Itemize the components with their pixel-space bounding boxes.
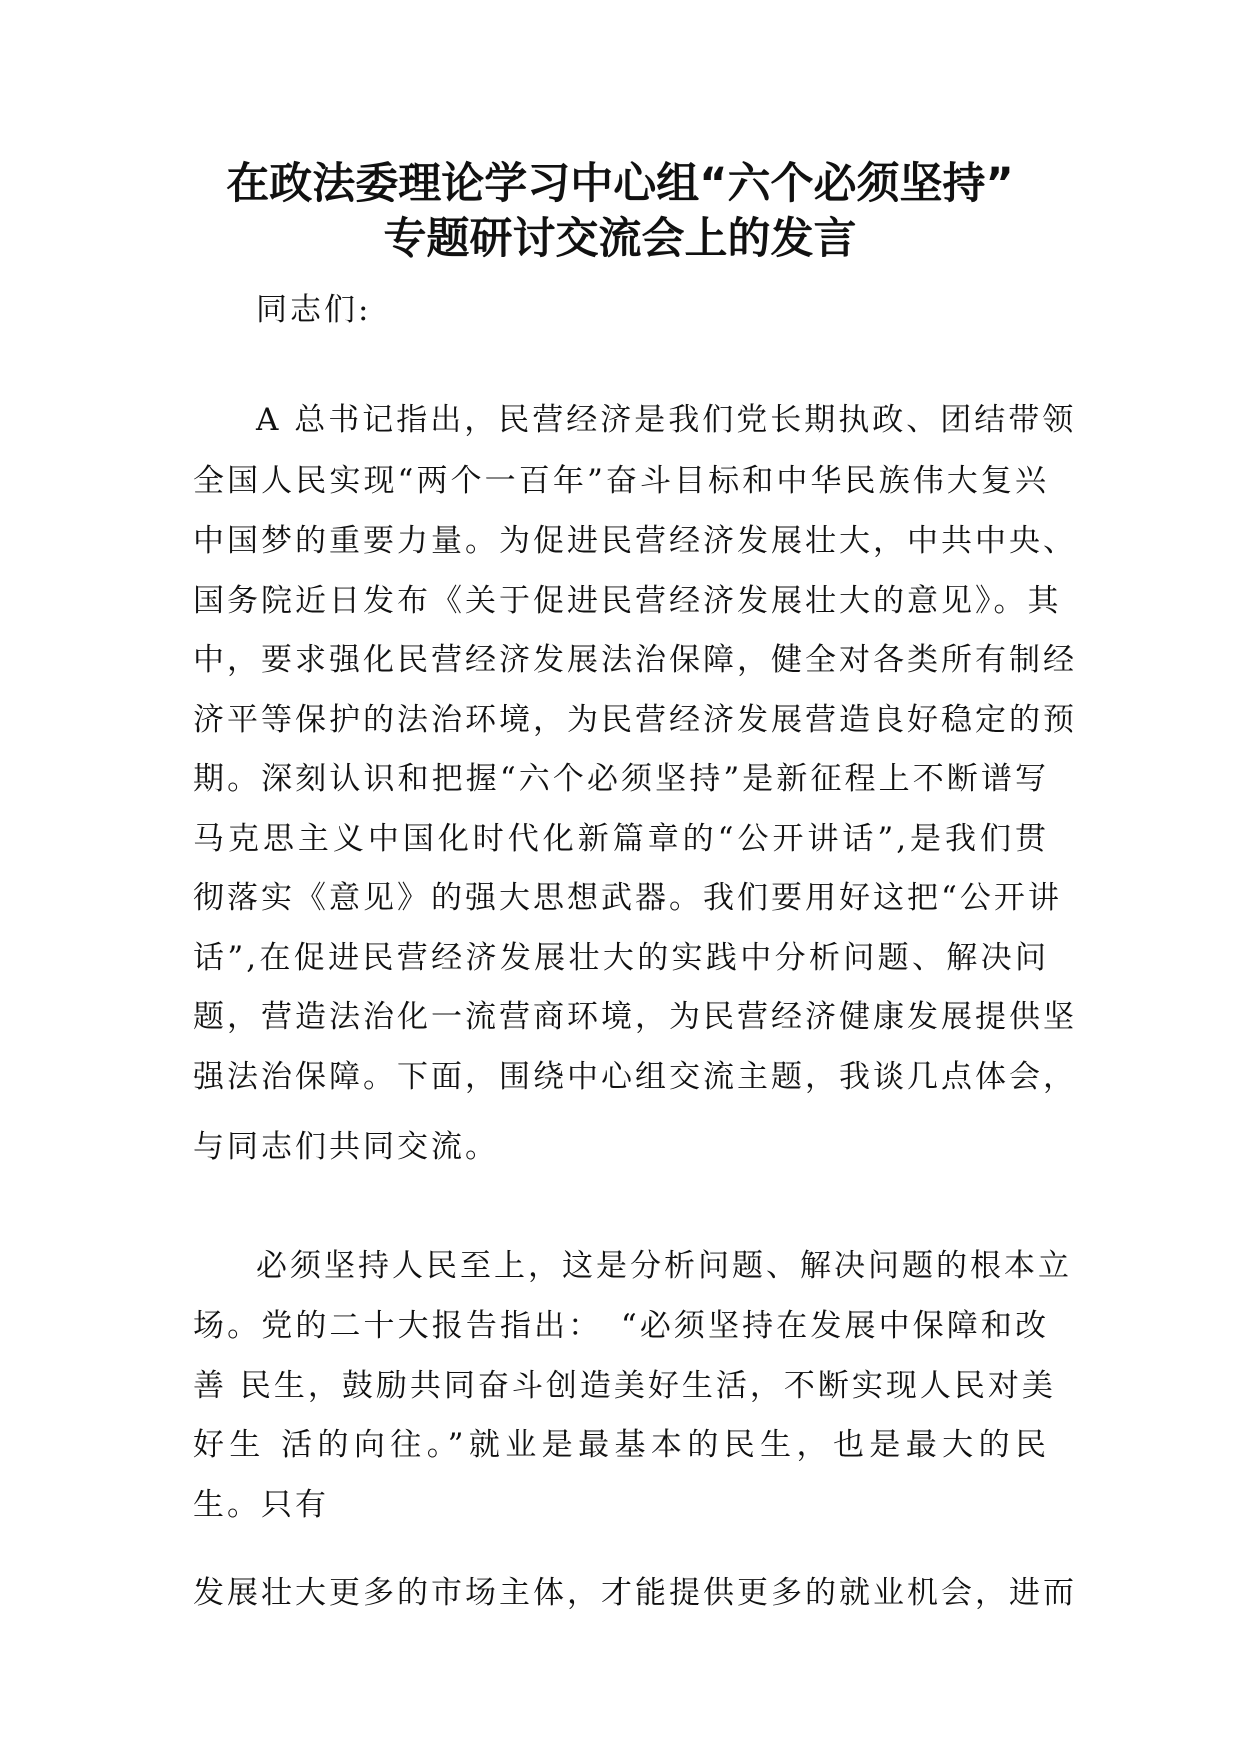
paragraph-line: 与同志们共同交流。 (193, 1129, 499, 1165)
paragraph-line: 必须坚持人民至上，这是分析问题、解决问题的根本立 (256, 1248, 1072, 1284)
paragraph-line: 期。深刻认识和把握“六个必须坚持”是新征程上不断谱写 (193, 761, 1049, 797)
paragraph-line: 好生 活的向往。”就业是最基本的民生，也是最大的民 (193, 1427, 1049, 1463)
paragraph-line: 中，要求强化民营经济发展法治保障，健全对各类所有制经 (193, 642, 1077, 678)
paragraph-line: 题，营造法治化一流营商环境，为民营经济健康发展提供坚 (193, 999, 1077, 1035)
page-title-line-2: 专题研讨交流会上的发言 (383, 214, 857, 264)
salutation: 同志们: (256, 292, 372, 328)
paragraph-line: 生。只有 (193, 1487, 329, 1523)
paragraph-line: 强法治保障。下面，围绕中心组交流主题，我谈几点体会， (193, 1059, 1077, 1095)
paragraph-line: 国务院近日发布《关于促进民营经济发展壮大的意见》。其 (193, 583, 1062, 619)
paragraph-line: 场。党的二十大报告指出： “必须坚持在发展中保障和改 (193, 1308, 1049, 1344)
page-title-line-1: 在政法委理论学习中心组“六个必须坚持” (226, 159, 1014, 209)
paragraph-line: 善 民生，鼓励共同奋斗创造美好生活，不断实现人民对美 (193, 1368, 1056, 1404)
paragraph-line: 全国人民实现“两个一百年”奋斗目标和中华民族伟大复兴 (193, 463, 1049, 499)
paragraph-line: 话”,在促进民营经济发展壮大的实践中分析问题、解决问 (193, 940, 1049, 976)
paragraph-line: 马克思主义中国化时代化新篇章的“公开讲话”,是我们贯 (193, 821, 1049, 857)
paragraph-line: 济平等保护的法治环境，为民营经济发展营造良好稳定的预 (193, 702, 1077, 738)
paragraph-line: A 总书记指出，民营经济是我们党长期执政、团结带领 (256, 402, 1077, 438)
paragraph-line: 发展壮大更多的市场主体，才能提供更多的就业机会，进而 (193, 1575, 1077, 1611)
paragraph-line: 中国梦的重要力量。为促进民营经济发展壮大，中共中央、 (193, 523, 1077, 559)
paragraph-line: 彻落实《意见》的强大思想武器。我们要用好这把“公开讲 (193, 880, 1062, 916)
